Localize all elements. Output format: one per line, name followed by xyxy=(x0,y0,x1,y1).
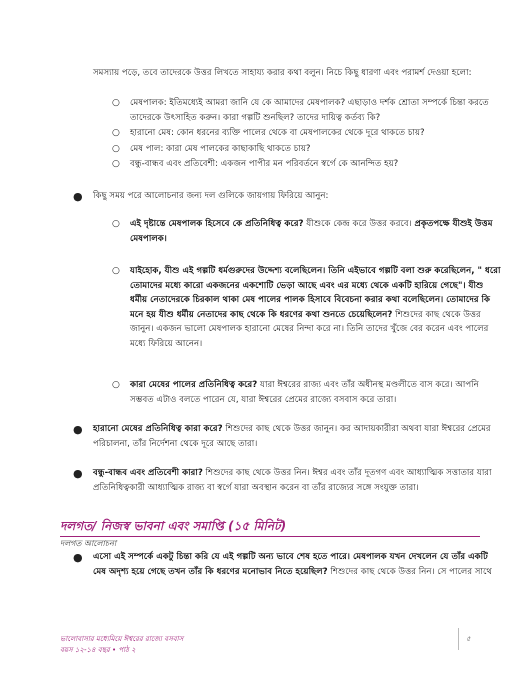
list-item: ○ মেষ পাল: কারা মেষ পালকের কাছাকাছি থাকতে চায়? xyxy=(112,142,502,157)
footer-divider xyxy=(458,628,459,650)
question-shepherd: ○ এই দৃষ্টান্তে মেষপালক হিসেবে কে প্রতিনিধিত্ব করে? যীশুকে কেন্দ্র করে উত্তর করবে। প্রকৃতপক্ষে যীশুই উত্তম মেষপালক। xyxy=(112,219,493,244)
dot-bullet-icon: ● xyxy=(73,190,83,203)
idea-list xyxy=(112,96,502,173)
list-item: ○ বন্ধু-বান্ধব এবং প্রতিবেশী: একজন পাপীর মন পরিবর্তনে স্বর্গে কে আনন্দিত হয়? xyxy=(112,157,502,172)
page-number: ৫ xyxy=(466,635,471,643)
question-alternate-ending: ● এসো এই সম্পর্কে একটু চিন্তা করি যে এই গল্পটি অন্য ভাবে শেষ হতে পারে। মেষপালক যখন দেখলেন যে তাঁর একটি মেষ অদৃশ্য হয়ে গেছে তখন তাঁর কি ধরণের মনোভাব নিতে হয়েছিল? শিশুদের কাছ থেকে উত্তর নিন। সে পালের সাথে xyxy=(73,551,492,577)
dot-bullet-icon: ● xyxy=(73,551,83,564)
circle-bullet-icon: ○ xyxy=(112,98,120,108)
intro-paragraph: সমস্যায় পড়ে, তবে তাদেরকে উত্তর লিখতে সাহায্য করার কথা বলুন। নিচে কিছু ধারণা এবং পরামর্শ দেওয়া হলো: xyxy=(93,68,472,78)
list-item: ○ মেষপালক: ইতিমধ্যেই আমরা জানি যে কে আমাদের মেষপালক? এছাড়াও দর্শক শ্রোতা সম্পর্কে চিন্তা করতে তাদেরকে উৎসাহিত করুন। কারা গল্পটি শুনছিল? তাদের দায়িত্ব কর্তব্য কি? xyxy=(112,98,489,123)
section-heading: দলগত/ নিজস্ব ভাবনা এবং সমাপ্তি (১৫ মিনিট) xyxy=(60,518,480,537)
list-item: ○ হারানো মেষ: কোন ধরনের ব্যক্তি পালের থেকে বা মেষপালকের থেকে দূরে থাকতে চায়? xyxy=(112,126,502,141)
question-friends-neighbors: ● বন্ধু-বান্ধব এবং প্রতিবেশী কারা? শিশুদের কাছ থেকে উত্তর নিন। ঈশ্বর এবং তাঁর দূতগণ এবং আধ্যাত্মিক সত্তাতার যারা প্রতিনিধিত্বকারী আধ্যাত্মিক রাজ্য বা স্বর্গে যারা অবস্থান করেন বা তাঁর রাজ্যের সঙ্গে সংযুক্ত তারা। xyxy=(73,467,492,493)
circle-bullet-icon: ○ xyxy=(112,266,120,276)
circle-bullet-icon: ○ xyxy=(112,159,120,170)
circle-bullet-icon: ○ xyxy=(112,143,120,154)
dot-bullet-icon: ● xyxy=(73,423,83,436)
discussion-intro: ● কিছু সময় পরে আলোচনার জন্য দল গুলিকে জায়গায় ফিরিয়ে আনুন: xyxy=(93,189,493,204)
footer-course-info: ভালোবাসার মধ্যেমিয়ে ঈশ্বরের রাজ্যে বসবাস বয়স ১২-১৪ বছর • পাঠ ২ xyxy=(60,635,184,654)
circle-bullet-icon: ○ xyxy=(112,219,120,229)
section-subheading: দলগত আলোচনা xyxy=(60,539,117,548)
circle-bullet-icon: ○ xyxy=(112,380,120,390)
question-lost-sheep: ● হারানো মেষের প্রতিনিধিত্ব কারা করে? শিশুদের কাছ থেকে উত্তর জানুন। কর আদায়কারীরা অথবা যারা ঈশ্বরের প্রেমের পরিচালনা, তাঁর নির্দেশনা থেকে দূরে আছে তারা। xyxy=(73,423,491,449)
question-flock: ○ কারা মেষের পালের প্রতিনিধিত্ব করে? যারা ঈশ্বরের রাজ্য এবং তাঁর অধীনস্থ মণ্ডলীতে বাস করে। আপনি সম্ভবত এটাও বলতে পারেন যে, যারা ঈশ্বরের প্রেমের রাজ্যে বসবাস করে তারা। xyxy=(112,380,479,405)
circle-bullet-icon: ○ xyxy=(112,128,120,139)
dot-bullet-icon: ● xyxy=(73,467,83,480)
question-religious-leaders: ○ যাইহোক, যীশু এই গল্পটি ধর্মগুরুদের উদ্দেশ্য বলেছিলেন। তিনি এইভাবে গল্পটি বলা শুরু করেছিলেন, " ধরো তোমাদের মধ্যে কারো একজনের একশোটি ভেড়া আছে এবং এর মধ্যে থেকে একটি হারিয়ে গেছে"। যীশু ধর্মীয় নেতাদেরকে চিরকাল থাকা মেষ পালের পালক হিসাবে বিবেচনা করার কথা বলেছিলেন। তোমাদের কি মনে হয় যীশু ধর্মীয় নেতাদের কাছ থেকে কি ধরণের কথা শুনতে চেয়েছিলেন? শিশুদের কাছ থেকে উত্তর জানুন। একজন ভালো মেষপালক হারানো মেষের নিন্দা করে না। তিনি তাদের খুঁজে বের করেন এবং পালের মধ্যে ফিরিয়ে আনেন। xyxy=(112,266,501,350)
